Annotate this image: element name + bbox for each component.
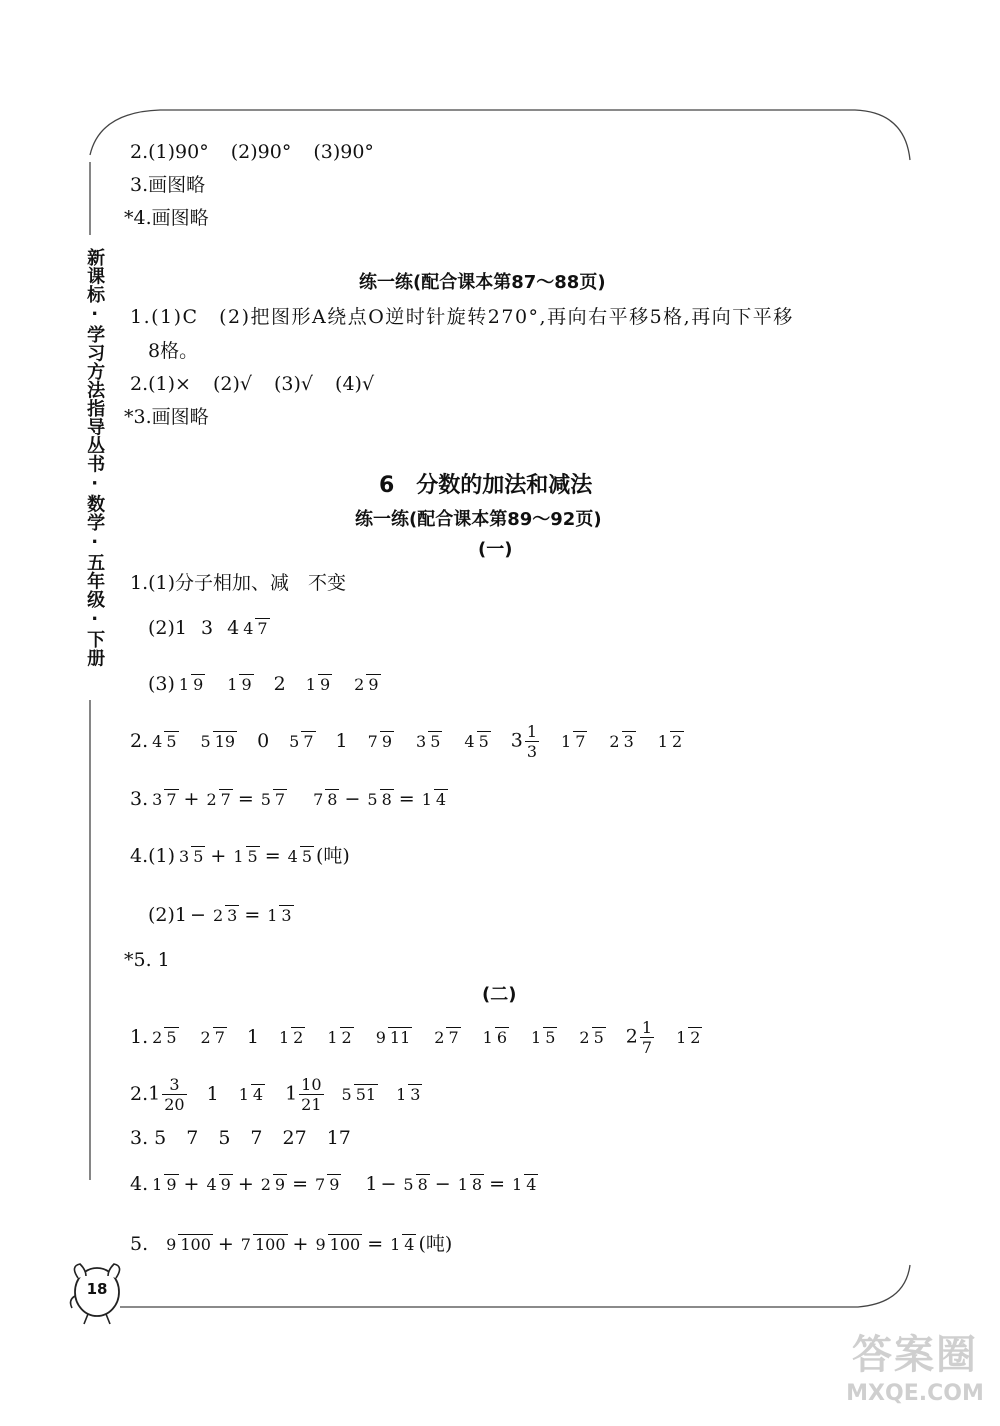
p1-q1c: (3) 1 9 1 9 2 1 9 2 9 xyxy=(148,673,379,695)
fraction: 1 9 xyxy=(227,674,252,694)
fraction: 1 5 xyxy=(531,1027,556,1047)
fraction: 1 8 xyxy=(457,1174,483,1194)
p1-q4b: (2)1 − 2 3 = 1 3 xyxy=(148,904,292,926)
fraction: 5 7 xyxy=(260,789,286,809)
fraction: 9 100 xyxy=(315,1234,361,1254)
fraction: 7 100 xyxy=(240,1234,286,1254)
sec1-q3: *3.画图略 xyxy=(124,406,209,428)
sec1-q2: 2. (1)× (2)√ (3)√ (4)√ xyxy=(130,373,375,395)
fraction: 4 7 xyxy=(243,618,268,638)
page-mascot xyxy=(66,1258,128,1328)
part1-heading: (一) xyxy=(478,539,513,560)
p1-q1b: (2) 1 3 4 4 7 xyxy=(148,617,268,639)
fraction: 4 5 xyxy=(152,731,177,751)
fraction: 4 5 xyxy=(464,731,489,751)
fraction: 7 9 xyxy=(367,731,392,751)
p2-q4: 4. 1 9 + 4 9 + 2 9 = 7 9 1 − 5 8 − 1 8 = 1 4 xyxy=(130,1173,537,1195)
mixed-number: 2 $\frac{1}{7}$ xyxy=(625,1017,653,1057)
mixed-number: 1 $\frac{10}{21}$ xyxy=(285,1074,322,1114)
fraction: 5 8 xyxy=(367,789,392,809)
fraction: 7 9 xyxy=(315,1174,340,1194)
fraction: 1 4 xyxy=(421,789,447,809)
sec1-title: 练一练(配合课本第87～88页) xyxy=(359,272,606,293)
mixed-number: 3 $\frac{1}{3}$ xyxy=(510,721,538,761)
p1-q4a: 4.(1) 3 5 + 1 5 = 4 5 (吨) xyxy=(130,845,350,867)
side-title-text: 新课标·学习方法指导丛书·数学·五年级·下册 xyxy=(84,248,106,667)
fraction: 5 7 xyxy=(289,731,314,751)
fraction: 1 4 xyxy=(238,1084,264,1104)
watermark-logo: 答案圈 xyxy=(852,1332,978,1378)
fraction: 2 5 xyxy=(579,1027,604,1047)
fraction: 1 9 xyxy=(178,674,204,694)
p1-q2: 2. 4 5 5 19 0 5 7 1 7 9 3 5 4 5 3 $\frac{1}{3}$ 1 7 2 3 1 2 xyxy=(130,721,683,761)
fraction: 4 9 xyxy=(206,1174,231,1194)
fraction: 3 5 xyxy=(179,846,204,866)
part2-heading: (二) xyxy=(482,984,517,1005)
fraction: 5 8 xyxy=(403,1174,428,1194)
fraction: 9 100 xyxy=(166,1234,211,1254)
p2-q1: 1. 2 5 2 7 1 1 2 1 2 9 11 2 7 1 6 1 5 2 5 2 $\frac{1}{7}$ 1 2 xyxy=(130,1017,701,1057)
fraction: 3 5 xyxy=(416,731,441,751)
fraction: 1 7 xyxy=(561,731,586,751)
fraction: 2 9 xyxy=(354,674,379,694)
fraction: 1 4 xyxy=(512,1174,537,1194)
unit6-title: 6 分数的加法和减法 xyxy=(379,473,593,498)
p1-q3: 3. 3 7 + 2 7 = 5 7 7 8 − 5 8 = 1 4 xyxy=(130,788,447,810)
fraction: 1 3 xyxy=(267,905,292,925)
fraction: 1 2 xyxy=(657,731,683,751)
watermark-site: MXQE.COM xyxy=(846,1381,984,1406)
fraction: 5 51 xyxy=(341,1084,377,1104)
prev-q2: 2. (1)90° (2)90° (3)90° xyxy=(130,141,374,163)
fraction: 1 4 xyxy=(390,1234,415,1254)
side-series-title xyxy=(82,248,106,673)
fraction: 2 3 xyxy=(609,731,634,751)
fraction: 2 7 xyxy=(434,1027,459,1047)
fraction: 2 9 xyxy=(260,1174,286,1194)
sec1-q1-line1: 1.(1)C (2)把图形A绕点O逆时针旋转270°,再向右平移5格,再向下平移 xyxy=(130,306,794,328)
fraction: 5 19 xyxy=(200,731,236,751)
unit6-subtitle: 练一练(配合课本第89～92页) xyxy=(355,509,602,530)
mixed-number: 1 $\frac{3}{20}$ xyxy=(148,1074,185,1114)
fraction: 1 5 xyxy=(233,846,258,866)
fraction: 1 9 xyxy=(305,674,331,694)
p2-q2: 2. 1 $\frac{3}{20}$ 1 1 4 1 $\frac{10}{21}$ 5 51 1 3 xyxy=(130,1074,421,1114)
fraction: 7 8 xyxy=(313,789,338,809)
fraction: 2 3 xyxy=(212,905,238,925)
fraction: 2 7 xyxy=(206,789,231,809)
fraction: 1 2 xyxy=(278,1027,304,1047)
fraction: 1 3 xyxy=(396,1084,421,1104)
p1-q5: *5. 1 xyxy=(124,949,170,971)
fraction: 2 5 xyxy=(152,1027,177,1047)
sec1-q1-line2: 8格。 xyxy=(148,340,199,362)
fraction: 1 2 xyxy=(676,1027,701,1047)
page-number: 18 xyxy=(86,1280,108,1298)
fraction: 1 9 xyxy=(152,1174,177,1194)
fraction: 4 5 xyxy=(287,846,313,866)
p2-q3: 3. 5 7 5 7 27 17 xyxy=(130,1127,351,1149)
prev-q4: *4.画图略 xyxy=(124,207,209,229)
fraction: 1 6 xyxy=(482,1027,508,1047)
fraction: 3 7 xyxy=(152,789,177,809)
fraction: 2 7 xyxy=(200,1027,225,1047)
prev-q3: 3.画图略 xyxy=(130,174,206,196)
watermark xyxy=(830,1330,1000,1420)
fraction: 1 2 xyxy=(327,1027,352,1047)
fraction: 9 11 xyxy=(375,1027,411,1047)
p1-q1a: 1.(1)分子相加、减 不变 xyxy=(130,572,347,594)
p2-q5: 5. 9 100 + 7 100 + 9 100 = 1 4 (吨) xyxy=(130,1233,453,1255)
